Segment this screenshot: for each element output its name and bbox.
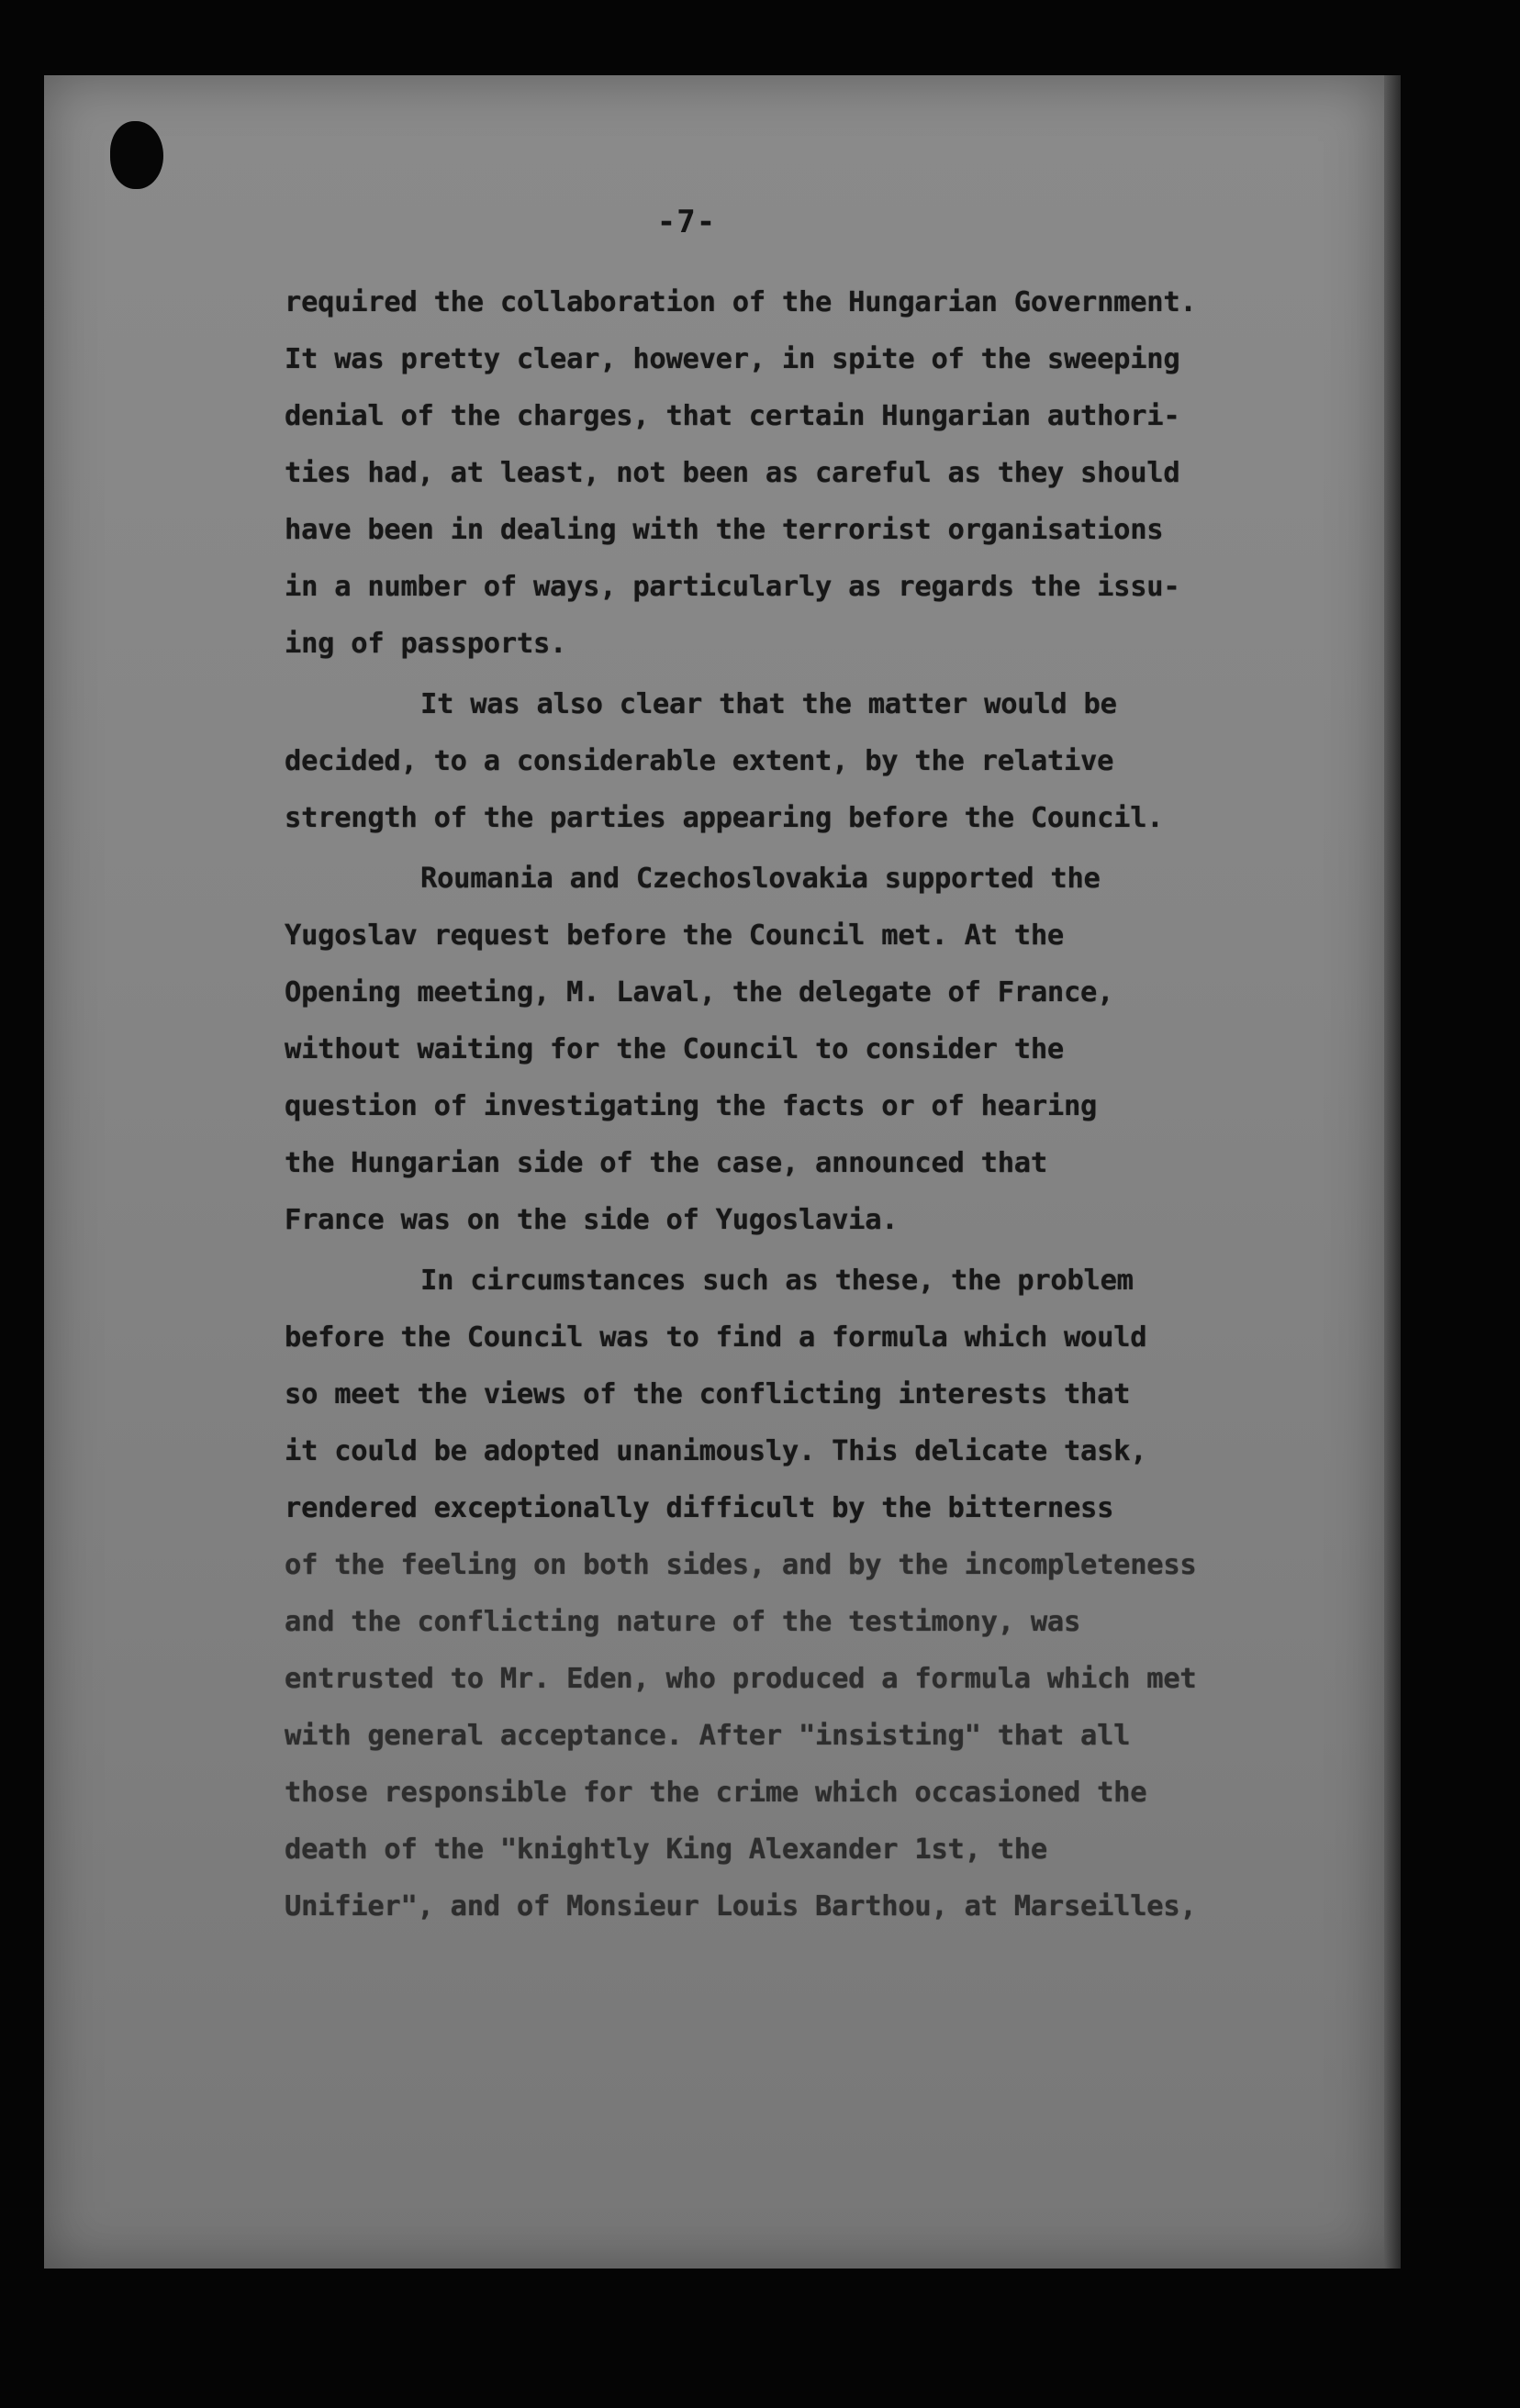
text-line: have been in dealing with the terrorist organisations xyxy=(285,514,1164,546)
text-line: It was also clear that the matter would be xyxy=(420,688,1117,720)
text-line: Yugoslav request before the Council met. At the xyxy=(285,920,1064,952)
text-line: death of the "knightly King Alexander 1st, the xyxy=(285,1834,1047,1866)
text-line: ing of passports. xyxy=(285,628,567,660)
text-line: question of investigating the facts or of hearing xyxy=(285,1090,1098,1122)
text-line: Roumania and Czechoslovakia supported the xyxy=(420,863,1101,895)
text-line: France was on the side of Yugoslavia. xyxy=(285,1204,899,1236)
text-line: Unifier", and of Monsieur Louis Barthou, at Marseilles, xyxy=(285,1890,1197,1923)
text-line: In circumstances such as these, the problem xyxy=(420,1265,1134,1297)
text-line: rendered exceptionally difficult by the bitterness xyxy=(285,1492,1114,1524)
document-page xyxy=(44,75,1384,2269)
text-line: those responsible for the crime which occasioned the xyxy=(285,1777,1147,1809)
text-line: in a number of ways, particularly as regards the issu- xyxy=(285,571,1180,603)
text-line: so meet the views of the conflicting interests that xyxy=(285,1378,1131,1410)
text-line: the Hungarian side of the case, announced that xyxy=(285,1147,1047,1179)
text-line: denial of the charges, that certain Hungarian authori- xyxy=(285,400,1180,432)
text-line: it could be adopted unanimously. This delicate task, xyxy=(285,1435,1147,1467)
text-line: decided, to a considerable extent, by the relative xyxy=(285,745,1114,777)
text-line: with general acceptance. After "insisting" that all xyxy=(285,1720,1131,1752)
punch-hole xyxy=(110,121,163,189)
text-line: Opening meeting, M. Laval, the delegate of France, xyxy=(285,976,1114,1009)
text-line: ties had, at least, not been as careful as they should xyxy=(285,457,1180,489)
text-line: It was pretty clear, however, in spite of the sweeping xyxy=(285,343,1180,375)
text-line: of the feeling on both sides, and by the incompleteness xyxy=(285,1549,1197,1581)
text-line: and the conflicting nature of the testimony, was xyxy=(285,1606,1081,1638)
text-line: entrusted to Mr. Eden, who produced a formula which met xyxy=(285,1663,1197,1695)
text-line: required the collaboration of the Hungarian Government. xyxy=(285,286,1197,318)
page-number: -7- xyxy=(656,204,717,240)
text-line: strength of the parties appearing before the Council. xyxy=(285,802,1164,834)
page-edge xyxy=(1384,75,1401,2269)
text-line: before the Council was to find a formula which would xyxy=(285,1321,1147,1354)
text-line: without waiting for the Council to consider the xyxy=(285,1033,1064,1065)
